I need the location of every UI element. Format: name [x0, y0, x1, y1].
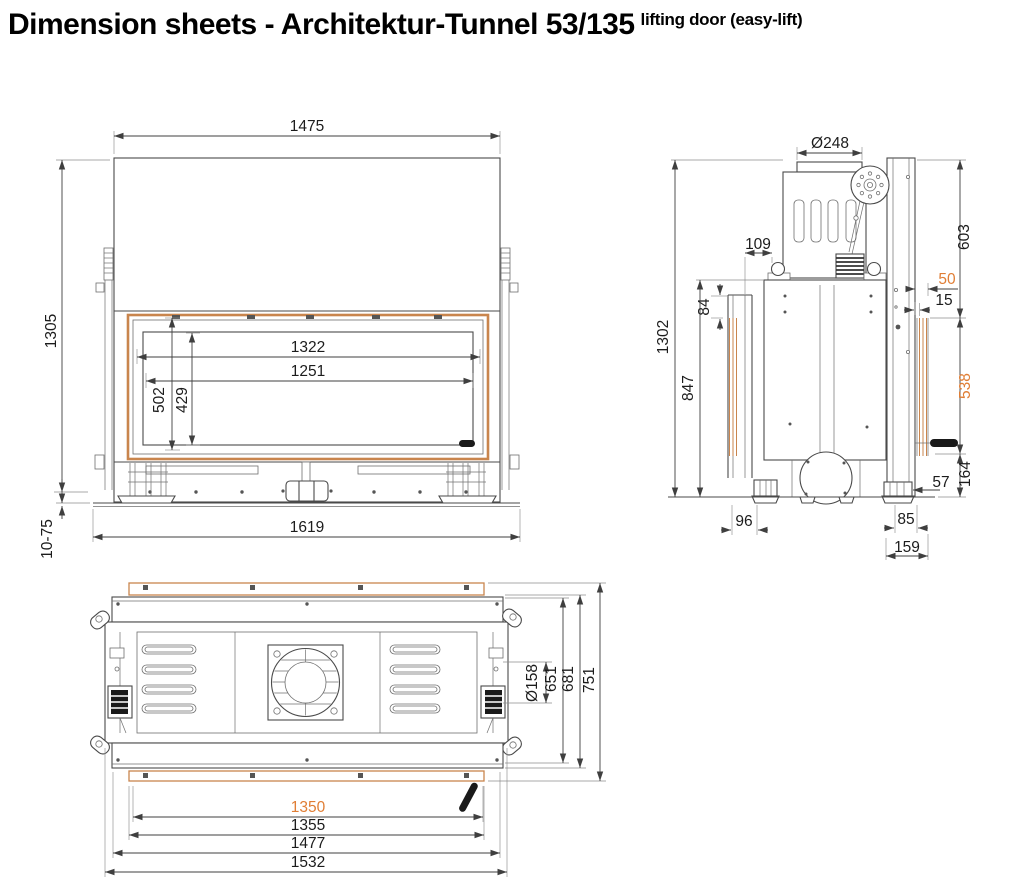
side-rear-glass — [917, 318, 928, 456]
front-left-lift-rail — [95, 248, 113, 490]
dim-side-glass-height: 538 — [957, 373, 974, 399]
side-view — [655, 135, 974, 560]
dim-side-firebox-height: 847 — [680, 375, 697, 401]
dim-plan-frame-width: 1355 — [290, 817, 326, 834]
side-cold-hand-tool — [915, 439, 958, 447]
side-right-foot — [882, 482, 914, 503]
side-air-intake-circle — [800, 452, 852, 504]
front-right-hook — [510, 283, 518, 292]
dim-front-foot-adjustment: 10-75 — [39, 519, 56, 559]
side-firebox — [764, 280, 886, 460]
dim-side-frame-edge: 84 — [696, 298, 713, 316]
dim-plan-body-width: 1477 — [290, 835, 326, 852]
dim-front-overall-height: 1305 — [43, 313, 60, 349]
plan-rear-glass-strip — [129, 771, 484, 781]
dim-side-glass-inset: 50 — [938, 271, 956, 288]
dim-side-front-depth: 96 — [735, 513, 753, 530]
side-left-foot — [752, 480, 779, 503]
front-motor-box — [281, 481, 332, 501]
dim-front-base-width: 1619 — [289, 519, 325, 536]
side-door-column — [728, 295, 752, 478]
dim-plan-duct-diameter: Ø158 — [524, 664, 541, 702]
dim-side-foot-inset: 57 — [932, 474, 950, 491]
dim-front-glass-width: 1251 — [290, 363, 326, 380]
front-door-handle — [459, 440, 475, 447]
side-wall-panel — [887, 158, 915, 497]
dim-side-base-depth: 159 — [894, 539, 920, 556]
page-title-superscript: lifting door (easy-lift) — [640, 10, 803, 29]
side-left-roller — [772, 263, 785, 276]
front-view — [39, 118, 520, 559]
dim-plan-inner-depth: 651 — [543, 666, 560, 692]
plan-flue-duct-circle — [285, 662, 326, 703]
dim-side-flue-diameter: Ø248 — [811, 135, 849, 152]
side-right-roller — [868, 263, 881, 276]
dim-side-flue-offset: 109 — [745, 236, 771, 253]
dim-front-glass-height: 429 — [174, 387, 191, 413]
dim-plan-overall-depth: 751 — [581, 667, 598, 693]
dim-side-upper-section-height: 603 — [956, 224, 973, 250]
plan-front-glass-strip — [129, 583, 484, 595]
front-left-shelf — [146, 466, 258, 474]
dim-side-panel-thickness: 15 — [935, 292, 953, 309]
dim-side-foot-depth: 85 — [897, 511, 915, 528]
dim-front-overall-width: 1475 — [289, 118, 325, 135]
front-right-bracket — [510, 455, 519, 469]
side-panel-screw — [896, 325, 901, 330]
dim-plan-glass-width: 1350 — [290, 799, 326, 816]
plan-view — [88, 583, 606, 877]
dim-front-glass-opening-width: 1322 — [290, 339, 326, 356]
plan-flue-plate — [268, 645, 343, 720]
dim-side-overall-height: 1302 — [655, 319, 672, 355]
dim-plan-body-depth: 681 — [560, 666, 577, 692]
front-center-column — [302, 462, 310, 482]
plan-cold-hand-tool — [458, 781, 479, 813]
dim-side-base-height: 164 — [957, 461, 974, 487]
page-title-main: Dimension sheets - Architektur-Tunnel 53/135 — [8, 8, 635, 41]
side-flue-collar — [797, 162, 862, 172]
side-counterweight-spring — [836, 254, 864, 278]
dim-plan-overall-width: 1532 — [290, 854, 326, 871]
side-pulley-wheel — [851, 166, 889, 204]
dim-front-glass-opening-height: 502 — [151, 387, 168, 413]
front-right-lift-rail — [501, 248, 519, 490]
front-left-bracket — [95, 455, 104, 469]
front-left-hook — [96, 283, 104, 292]
